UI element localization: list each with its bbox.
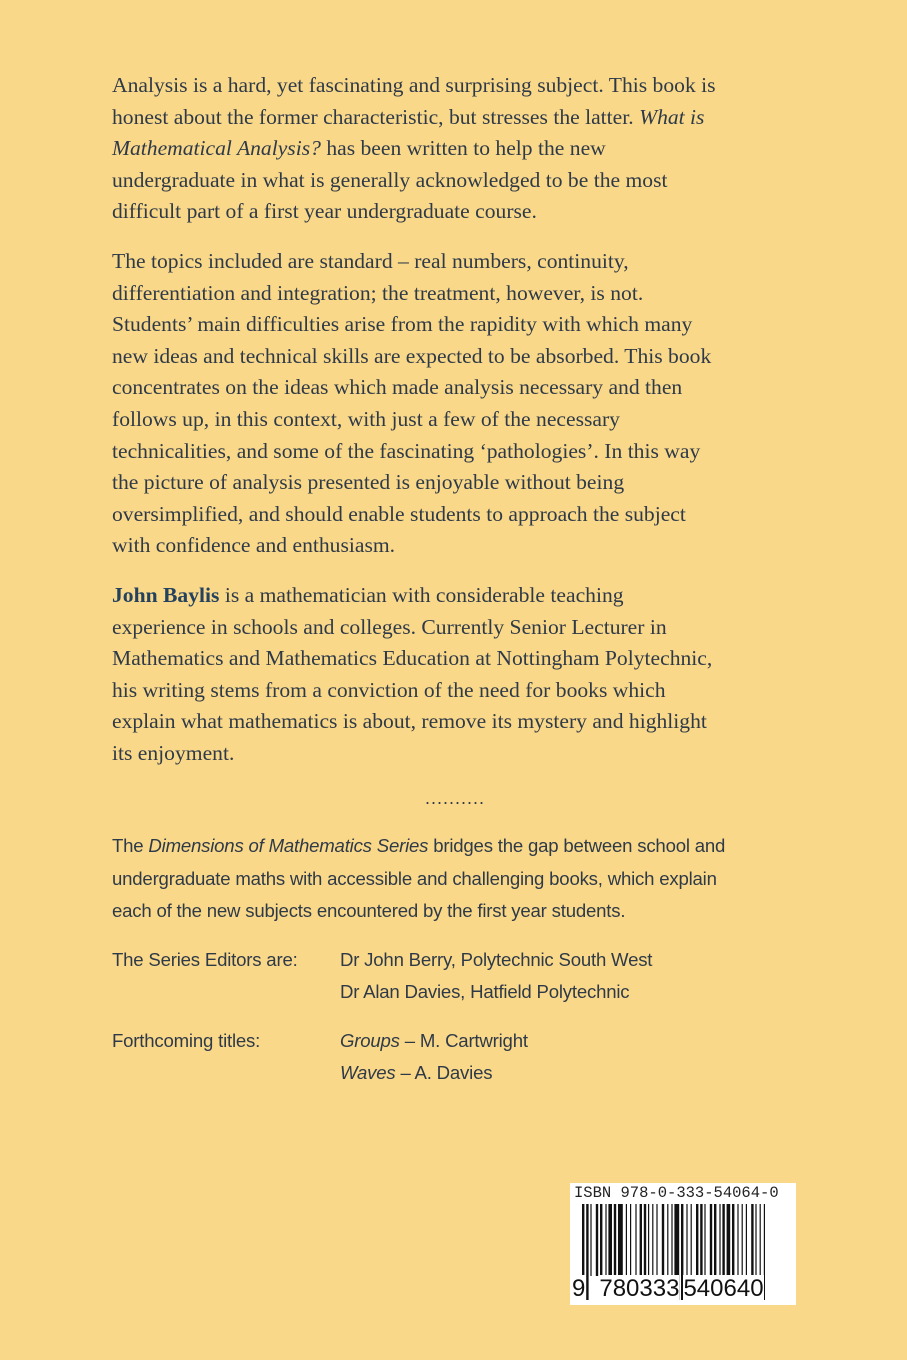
text-line (112, 372, 716, 404)
text-segment: oversimplified, and should enable students to approach the subject (112, 501, 686, 526)
series-editors-label: The Series Editors are: (112, 948, 298, 970)
description-paragraph (112, 246, 716, 562)
barcode-bar (648, 1204, 649, 1276)
text-segment: difficult part of a first year undergraduate course. (112, 199, 537, 224)
text-segment: follows up, in this context, with just a few of the necessary (112, 406, 620, 431)
text-segment: is a mathematician with considerable teaching (219, 582, 624, 607)
text-line (112, 530, 716, 562)
barcode-bar (764, 1204, 765, 1300)
barcode-bar (714, 1204, 716, 1276)
barcode-bar (732, 1204, 734, 1276)
author-name: John Baylis (112, 582, 220, 607)
text-segment: – A. Davies (395, 1062, 493, 1083)
text-line (112, 133, 716, 165)
text-line (112, 499, 716, 531)
text-line (112, 165, 716, 197)
text-segment: Mathematics and Mathematics Education at Nottingham Polytechnic, (112, 646, 713, 671)
barcode-bar (626, 1204, 627, 1276)
text-line (112, 580, 716, 612)
text-segment: differentiation and integration; the treatment, however, is not. (112, 280, 644, 305)
text-line (112, 830, 725, 863)
barcode-bar (640, 1204, 642, 1276)
barcode-bar (691, 1204, 692, 1276)
series-editor: Dr Alan Davies, Hatfield Polytechnic (340, 981, 630, 1002)
text-line (112, 863, 725, 896)
barcode-bar (722, 1204, 724, 1276)
barcode-bar (719, 1204, 720, 1276)
barcode-bar (671, 1204, 672, 1276)
barcode-bar (618, 1204, 623, 1276)
description-paragraph (112, 580, 716, 770)
series-info (112, 830, 725, 1106)
text-line (112, 196, 716, 228)
text-line (112, 643, 716, 675)
text-line (112, 738, 716, 770)
text-line (112, 895, 725, 928)
text-line (112, 436, 716, 468)
text-segment: explain what mathematics is about, remove its mystery and highlight (112, 709, 707, 734)
barcode-bar (630, 1204, 631, 1276)
text-segment: technicalities, and some of the fascinating ‘pathologies’. In this way (112, 438, 701, 463)
text-segment: Analysis is a hard, yet fascinating and surprising subject. This book is (112, 73, 716, 97)
italic-title: Waves (340, 1062, 396, 1083)
text-line (112, 70, 716, 102)
barcode-bar (755, 1204, 756, 1276)
text-line (112, 309, 716, 341)
forthcoming-titles (112, 1025, 725, 1090)
text-segment: with confidence and enthusiasm. (112, 533, 396, 558)
series-description (112, 830, 725, 928)
barcode-bar (652, 1204, 653, 1276)
barcode-bar (656, 1204, 657, 1276)
text-segment: The (112, 835, 149, 856)
barcode-bar (600, 1204, 602, 1276)
book-description (112, 70, 716, 787)
isbn-barcode (570, 1183, 796, 1305)
barcode-digits-left: 780333 (599, 1275, 680, 1302)
barcode-bar (686, 1204, 687, 1276)
barcode-bar (635, 1204, 636, 1276)
text-line (112, 246, 716, 278)
text-line (112, 706, 716, 738)
italic-title: Groups (340, 1029, 400, 1051)
barcode-bar (700, 1204, 702, 1276)
barcode-bar (608, 1204, 612, 1276)
barcode-bar (727, 1204, 731, 1276)
barcode-bar (596, 1204, 598, 1276)
text-segment: the picture of analysis presented is enjoyable without being (112, 470, 625, 495)
text-line (112, 467, 716, 499)
text-segment: concentrates on the ideas which made analysis necessary and then (112, 375, 683, 400)
text-segment: each of the new subjects encountered by the first year students. (112, 900, 626, 921)
forthcoming-label: Forthcoming titles: (112, 1029, 261, 1051)
series-editor: Dr John Berry, Polytechnic South West (340, 948, 653, 970)
text-line (112, 341, 716, 373)
barcode-bar (667, 1204, 668, 1276)
forthcoming-title (340, 1057, 528, 1090)
barcode-digits-right: 540640 (683, 1275, 764, 1302)
text-line (112, 675, 716, 707)
text-segment: experience in schools and colleges. Currently Senior Lecturer in (112, 614, 667, 639)
barcode-bar (746, 1204, 747, 1276)
forthcoming-title (340, 1025, 528, 1058)
isbn-label: ISBN 978-0-333-54064-0 (574, 1184, 779, 1202)
italic-title: Dimensions of Mathematics Series (148, 835, 429, 856)
description-paragraph (112, 70, 716, 228)
barcode-bar (590, 1204, 591, 1276)
barcode-bar (751, 1204, 753, 1276)
text-segment: bridges the gap between school and (428, 835, 726, 856)
barcode-bar (737, 1204, 738, 1276)
barcode-digits (572, 1275, 764, 1303)
text-segment: new ideas and technical skills are expected to be absorbed. This book (112, 343, 712, 368)
italic-title: What is (639, 104, 705, 129)
italic-title: Mathematical Analysis? (112, 136, 321, 161)
barcode-digit-first: 9 (572, 1275, 586, 1302)
barcode-bar (644, 1204, 646, 1276)
barcode-bar (696, 1204, 698, 1276)
barcode-bar (742, 1204, 743, 1276)
text-segment: his writing stems from a conviction of the need for books which (112, 677, 666, 702)
barcode-bar (614, 1204, 616, 1276)
text-segment: Students’ main difficulties arise from the rapidity with which many (112, 312, 693, 337)
text-segment: The topics included are standard – real numbers, continuity, (112, 248, 629, 273)
text-segment: its enjoyment. (112, 740, 235, 765)
barcode-bar (605, 1204, 606, 1276)
text-line (112, 612, 716, 644)
series-editors (112, 944, 725, 1009)
text-segment: has been written to help the new (320, 136, 606, 161)
text-line (112, 278, 716, 310)
barcode-bar (704, 1204, 705, 1276)
text-line (112, 404, 716, 436)
text-segment: undergraduate maths with accessible and challenging books, which explain (112, 867, 717, 889)
text-segment: honest about the former characteristic, but stresses the latter. (112, 104, 640, 129)
barcode-bar (662, 1204, 664, 1276)
text-segment: – M. Cartwright (399, 1029, 528, 1051)
text-segment: undergraduate in what is generally acknowledged to be the most (112, 167, 668, 192)
section-separator: .......... (425, 788, 486, 808)
text-line (112, 102, 716, 134)
barcode-bar (710, 1204, 712, 1276)
